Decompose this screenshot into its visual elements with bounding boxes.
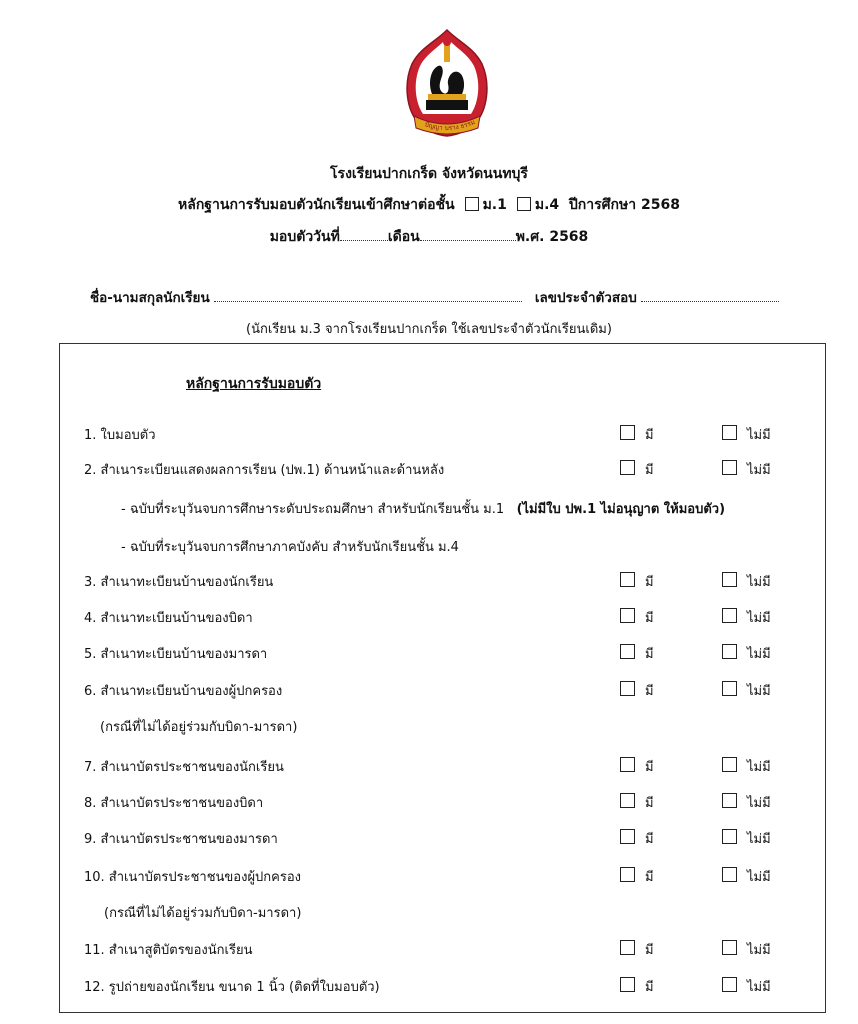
- nothave-label: ไม่มี: [747, 575, 771, 590]
- evidence-heading-prefix: หลักฐานการรับมอบตัวนักเรียนเข้าศึกษาต่อชั้น: [178, 197, 455, 213]
- date-line: [0, 226, 858, 248]
- evidence-item-label: 3. สำเนาทะเบียนบ้านของนักเรียน: [84, 575, 274, 590]
- evidence-item-label: 5. สำเนาทะเบียนบ้านของมารดา: [84, 647, 268, 662]
- evidence-item-text: [84, 866, 301, 887]
- evidence-item-text: [84, 459, 444, 480]
- evidence-item-label: 1. ใบมอบตัว: [84, 428, 156, 443]
- have-label: มี: [645, 611, 654, 626]
- nothave-checkbox[interactable]: [722, 793, 737, 808]
- nothave-checkbox[interactable]: [722, 644, 737, 659]
- date-year-label: พ.ศ. 2568: [515, 229, 589, 245]
- evidence-heading: [0, 194, 858, 216]
- evidence-item-label: 11. สำเนาสูติบัตรของนักเรียน: [84, 943, 253, 958]
- evidence-item-text: [100, 716, 297, 737]
- academic-year: ปีการศึกษา 2568: [568, 197, 680, 213]
- have-label: มี: [645, 980, 654, 995]
- nothave-checkbox[interactable]: [722, 460, 737, 475]
- evidence-item-text: [84, 976, 380, 997]
- have-label: มี: [645, 832, 654, 847]
- have-label: มี: [645, 647, 654, 662]
- grade-m4-checkbox[interactable]: [517, 197, 531, 211]
- school-logo: [404, 28, 490, 138]
- grade-m1-checkbox[interactable]: [465, 197, 479, 211]
- student-id-note: (นักเรียน ม.3 จากโรงเรียนปากเกร็ด ใช้เลขประจำตัวนักเรียนเดิม): [246, 322, 612, 337]
- nothave-label: ไม่มี: [747, 760, 771, 775]
- student-name-label: ชื่อ-นามสกุลนักเรียน: [90, 290, 210, 306]
- have-label: มี: [645, 684, 654, 699]
- have-checkbox[interactable]: [620, 681, 635, 696]
- have-checkbox[interactable]: [620, 793, 635, 808]
- student-name-field[interactable]: [214, 289, 522, 302]
- exam-number-field[interactable]: [641, 289, 779, 302]
- have-label: มี: [645, 428, 654, 443]
- grade-m1-label: ม.1: [482, 197, 507, 213]
- evidence-item-text: [84, 939, 252, 960]
- evidence-item-text: [121, 498, 725, 519]
- evidence-item-label: 7. สำเนาบัตรประชาชนของนักเรียน: [84, 760, 284, 775]
- evidence-item-text: [84, 828, 278, 849]
- nothave-label: ไม่มี: [747, 647, 771, 662]
- nothave-label: ไม่มี: [747, 428, 771, 443]
- student-info-row: [90, 286, 779, 308]
- nothave-label: ไม่มี: [747, 611, 771, 626]
- evidence-item-label: 6. สำเนาทะเบียนบ้านของผู้ปกครอง: [84, 684, 283, 699]
- nothave-label: ไม่มี: [747, 980, 771, 995]
- evidence-item-text: [84, 607, 253, 628]
- nothave-label: ไม่มี: [747, 463, 771, 478]
- evidence-item-label: 2. สำเนาระเบียนแสดงผลการเรียน (ปพ.1) ด้านหน้าและด้านหลัง: [84, 463, 445, 478]
- have-checkbox[interactable]: [620, 977, 635, 992]
- evidence-item-text: [84, 571, 273, 592]
- school-name: โรงเรียนปากเกร็ด จังหวัดนนทบุรี: [330, 166, 528, 182]
- evidence-item-text: [121, 536, 459, 557]
- have-checkbox[interactable]: [620, 460, 635, 475]
- evidence-item-label: 9. สำเนาบัตรประชาชนของมารดา: [84, 832, 278, 847]
- have-label: มี: [645, 870, 654, 885]
- have-checkbox[interactable]: [620, 829, 635, 844]
- have-checkbox[interactable]: [620, 608, 635, 623]
- have-checkbox[interactable]: [620, 425, 635, 440]
- evidence-title: หลักฐานการรับมอบตัว: [186, 376, 322, 392]
- evidence-item-label: 12. รูปถ่ายของนักเรียน ขนาด 1 นิ้ว (ติดที่ใบมอบตัว): [84, 980, 380, 995]
- day-field[interactable]: [340, 228, 388, 241]
- evidence-item-label: 4. สำเนาทะเบียนบ้านของบิดา: [84, 611, 253, 626]
- nothave-label: ไม่มี: [747, 796, 771, 811]
- evidence-item-label: (กรณีที่ไม่ได้อยู่ร่วมกับบิดา-มารดา): [100, 720, 298, 735]
- evidence-item-label: (กรณีที่ไม่ได้อยู่ร่วมกับบิดา-มารดา): [104, 906, 302, 921]
- evidence-item-text: [104, 902, 301, 923]
- logo-motto: ปัญญา บราง ธรรม: [423, 117, 477, 133]
- grade-m4-label: ม.4: [534, 197, 560, 213]
- nothave-checkbox[interactable]: [722, 867, 737, 882]
- evidence-item-label: - ฉบับที่ระบุวันจบการศึกษาภาคบังคับ สำหรับนักเรียนชั้น ม.4: [121, 540, 459, 555]
- have-label: มี: [645, 575, 654, 590]
- have-checkbox[interactable]: [620, 867, 635, 882]
- nothave-checkbox[interactable]: [722, 425, 737, 440]
- nothave-checkbox[interactable]: [722, 681, 737, 696]
- nothave-checkbox[interactable]: [722, 572, 737, 587]
- nothave-checkbox[interactable]: [722, 977, 737, 992]
- evidence-item-text: [84, 424, 156, 445]
- evidence-item-warning: (ไม่มีใบ ปพ.1 ไม่อนุญาต ให้มอบตัว): [516, 502, 726, 517]
- date-day-label: มอบตัววันที่: [269, 229, 340, 245]
- nothave-label: ไม่มี: [747, 870, 771, 885]
- nothave-checkbox[interactable]: [722, 829, 737, 844]
- have-label: มี: [645, 796, 654, 811]
- date-month-label: เดือน: [387, 229, 420, 245]
- have-checkbox[interactable]: [620, 757, 635, 772]
- evidence-item-text: [84, 643, 267, 664]
- nothave-label: ไม่มี: [747, 943, 771, 958]
- have-checkbox[interactable]: [620, 644, 635, 659]
- nothave-label: ไม่มี: [747, 684, 771, 699]
- evidence-item-label: 10. สำเนาบัตรประชาชนของผู้ปกครอง: [84, 870, 302, 885]
- exam-number-label: เลขประจำตัวสอบ: [534, 290, 637, 306]
- have-checkbox[interactable]: [620, 572, 635, 587]
- nothave-label: ไม่มี: [747, 832, 771, 847]
- have-label: มี: [645, 760, 654, 775]
- evidence-item-label: - ฉบับที่ระบุวันจบการศึกษาระดับประถมศึกษา สำหรับนักเรียนชั้น ม.1: [121, 502, 505, 517]
- have-label: มี: [645, 943, 654, 958]
- have-checkbox[interactable]: [620, 940, 635, 955]
- have-label: มี: [645, 463, 654, 478]
- evidence-item-text: [84, 680, 282, 701]
- nothave-checkbox[interactable]: [722, 940, 737, 955]
- nothave-checkbox[interactable]: [722, 757, 737, 772]
- evidence-item-text: [84, 792, 263, 813]
- evidence-item-label: 8. สำเนาบัตรประชาชนของบิดา: [84, 796, 264, 811]
- month-field[interactable]: [420, 228, 516, 241]
- nothave-checkbox[interactable]: [722, 608, 737, 623]
- evidence-item-text: [84, 756, 284, 777]
